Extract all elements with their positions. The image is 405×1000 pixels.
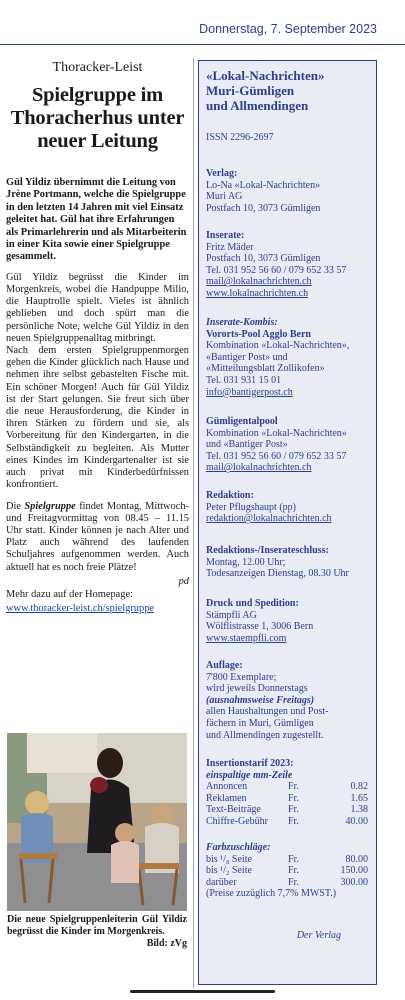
text-line: wird jeweils Donnerstags [206,683,308,695]
tarif-currency: Fr. [288,781,299,793]
zuschlag-value: 80.00 [345,853,368,865]
text-line: fächern in Muri, Gümligen [206,717,314,729]
section-heading: Inserate: [206,230,245,241]
column-divider [193,58,194,988]
article-signature: pd [178,575,189,587]
text-line: Todesanzeigen Dienstag, 08.30 Uhr [206,568,349,580]
impressum-title-line: «Lokal-Nachrichten» [206,68,325,83]
tarif-label: Chiffre-Gebühr [206,815,269,827]
text-line: Stämpfli AG [206,609,257,621]
zuschlag-label: bis ¹/₈ Seite [206,853,252,865]
tarif-value: 1.65 [350,792,368,804]
article-kicker: Thoracker-Leist [52,60,143,75]
tarif-currency: Fr. [288,815,299,827]
text-line: «Bantiger Post» und [206,351,288,363]
zuschlag-label: darüber [206,876,237,888]
redaktion-section [206,490,376,525]
section-heading: Redaktion: [206,490,254,501]
pool-section [206,416,376,474]
section-heading: Inserate-Kombis: [206,317,278,328]
article-photo [7,733,187,911]
text-line: Postfach 10, 3073 Gümligen [206,202,321,214]
zuschlag-currency: Fr. [288,865,299,877]
email-link[interactable]: info@bantigerpost.ch [206,386,293,398]
caption-text: Die neue Spielgruppenleiterin Gül Yildiz begrüsst die Kinder im Morgenkreis. [7,914,187,937]
tarif-value: 1.38 [350,804,368,816]
section-heading: Gümligentalpool [206,416,278,427]
text-line: Tel. 031 952 56 60 / 079 652 33 57 [206,450,347,462]
zuschlag-value: 150.00 [340,865,368,877]
text-line: (ausnahmsweise Freitags) [206,694,315,706]
text-line: Fritz Mäder [206,241,254,253]
verlag-section [206,168,376,214]
tarif-value: 0.82 [350,781,368,793]
section-subheading: Vororts-Pool Agglo Bern [206,328,311,340]
druck-section [206,598,376,644]
photo-credit: Bild: zVg [146,938,187,949]
text-line: Wölflistrasse 1, 3006 Bern [206,621,314,633]
article-paragraph [6,501,189,574]
homepage-link[interactable]: www.thoracker-leist.ch/spielgruppe [6,602,154,614]
email-link[interactable]: mail@lokalnachrichten.ch [206,276,312,288]
tarif-table [206,781,376,827]
text-line: Montag, 12.00 Uhr; [206,556,286,568]
website-link[interactable]: www.staempfli.com [206,632,287,644]
page-header [0,0,405,44]
text-line: allen Haushaltungen und Post- [206,706,329,718]
section-subheading: einspaltige mm-Zeile [206,769,293,781]
paragraph-text: findet Montag, Mittwoch- und Freitagvormittag von 08.45 – 11.15 Uhr statt. Kinder können je nach Alter und Platz auch während des laufenden Schuljahres aufgenommen werden. Auch aktuell hat es noch freie Plätze! [6,500,189,573]
zuschlag-currency: Fr. [288,876,299,888]
section-heading: Insertionstarif 2023: [206,758,294,769]
article-body [6,272,189,574]
section-heading: Redaktions-/Inserateschluss: [206,545,329,556]
tarif-currency: Fr. [288,804,299,816]
photo-caption [7,914,187,950]
section-heading: Verlag: [206,168,238,179]
zuschlag-currency: Fr. [288,853,299,865]
text-line: Muri AG [206,191,243,203]
website-link[interactable]: www.lokalnachrichten.ch [206,287,309,299]
tarif-currency: Fr. [288,792,299,804]
issn: ISSN 2296-2697 [206,132,274,143]
tarif-label: Annoncen [206,781,248,793]
text-line: (Preise zuzüglich 7,7% MWST.) [206,888,337,900]
impressum-title [206,68,376,113]
text-line: Tel. 031 952 56 60 / 079 652 33 57 [206,264,347,276]
text-line: Kombination «Lokal-Nachrichten», [206,340,350,352]
zuschlag-section [206,842,376,900]
impressum-title-line: und Allmendingen [206,98,309,113]
text-line: Tel. 031 931 15 01 [206,374,282,386]
paragraph-text: Die [6,500,25,512]
tarif-label: Text-Beiträge [206,804,261,816]
more-info-text: Mehr dazu auf der Homepage: [6,588,133,600]
text-line: Postfach 10, 3073 Gümligen [206,253,321,265]
impressum-footer: Der Verlag [296,930,341,941]
schluss-section [206,545,376,580]
auflage-section [206,660,376,741]
text-line: Kombination «Lokal-Nachrichten» [206,427,347,439]
tarif-label: Reklamen [206,792,247,804]
section-heading: Farbzuschläge: [206,842,271,853]
zuschlag-value: 300.00 [340,876,368,888]
article [6,58,189,615]
article-paragraph: Nach dem ersten Spielgruppenmorgen gehen die Kinder glücklich nach Hause und nehmen ihre selbst gebastelten Fische mit. Ein schöner Morgen! Auch für Gül Yildiz ist der Start gelungen. Sie freut sich über die neue Herausforderung, die Kinder in ihren Stärken zu fördern und sie, als Vorbereitung für den Kindergarten, in die Selbständigkeit zu begleiten. Als Mutter eines Kindes im Kindergartenalter ist sie auch privat mit Kinderbedürfnissen konfrontiert. [6,345,189,491]
article-headline: Spielgruppe im Thoracherhus unter neuer Leitung [10,84,185,152]
zuschlag-label: bis ¹/₂ Seite [206,865,252,877]
email-link[interactable]: mail@lokalnachrichten.ch [206,462,312,474]
tarif-section [206,758,376,828]
text-line: 7'800 Exemplare; [206,671,277,683]
section-heading: Auflage: [206,660,243,671]
impressum-title-line: Muri-Gümligen [206,83,295,98]
issue-date: Donnerstag, 7. September 2023 [199,22,377,36]
kombis-section [206,317,376,398]
tarif-value: 40.00 [345,815,368,827]
article-lead: Gül Yildiz übernimmt die Leitung von Jrène Portmann, welche die Spielgruppe in den letzten 14 Jahren mit viel Einsatz geleitet hat. Gül hat ihre Erfahrungen als Primarlehrerin und als Mitarbeiterin in einer Kita sowie einer Spielgruppe gesammelt. [6,177,187,263]
text-line: Lo-Na «Lokal-Nachrichten» [206,179,321,191]
zuschlag-table [206,854,376,889]
header-rule [0,44,405,45]
text-line: und «Bantiger Post» [206,439,288,451]
home-indicator[interactable] [130,990,275,993]
text-line: und Allmendingen zugestellt. [206,729,324,741]
inserate-section [206,230,376,300]
paragraph-emphasis: Spielgruppe [24,500,76,512]
article-paragraph: Gül Yildiz begrüsst die Kinder im Morgenkreis, wobei die Handpuppe Milio, die Hauptrolle spielt. Vieles ist ähnlich geblieben und doch spürt man die persönliche Note, welche Gül Yildiz in den neuen Spielgruppenalltag mitbringt. [6,271,189,344]
email-link[interactable]: redaktion@lokalnachrichten.ch [206,513,332,525]
text-line: Peter Pflugshaupt (pp) [206,501,296,513]
section-heading: Druck und Spedition: [206,598,299,609]
text-line: «Mitteilungsblatt Zollikofen» [206,363,325,375]
